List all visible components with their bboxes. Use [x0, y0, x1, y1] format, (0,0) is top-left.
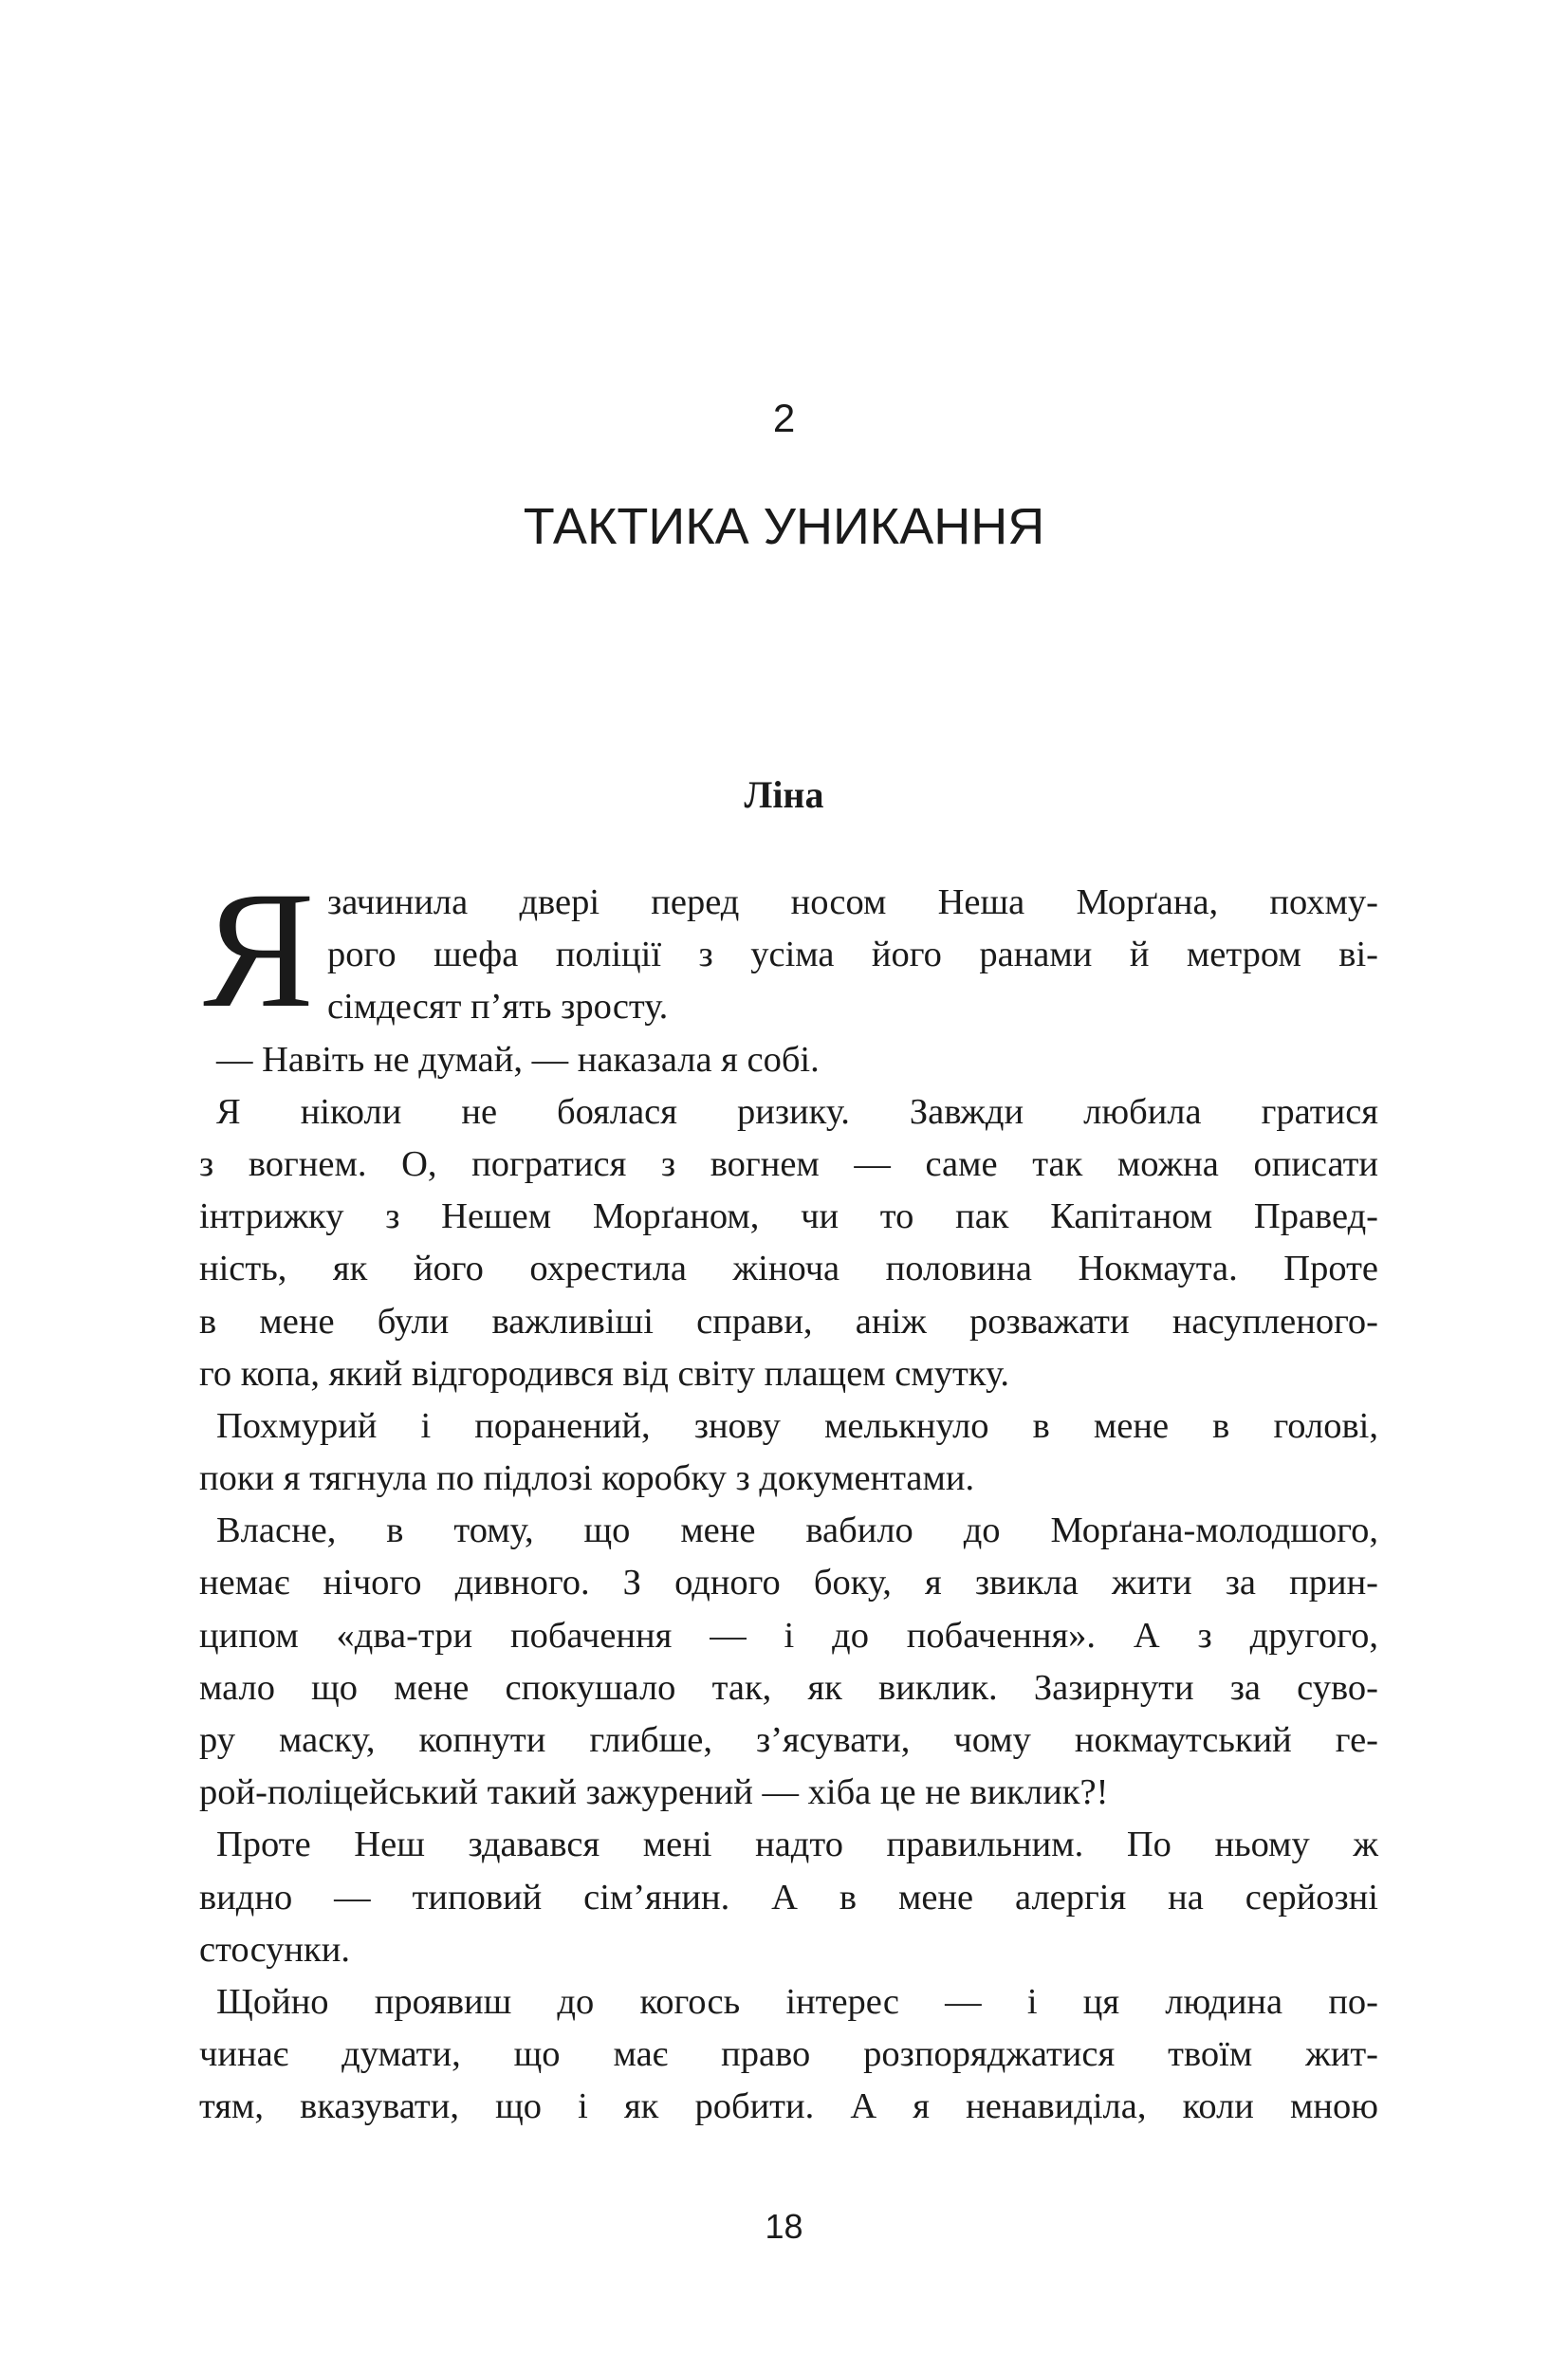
text-line: го копа, який відгородився від світу плащем смутку. [199, 1353, 1009, 1394]
text-line: рого шефа поліції з усіма його ранами й метром ві- [327, 935, 1378, 975]
text-line: чинає думати, що має право розпоряджатися твоїм жит- [199, 2034, 1378, 2075]
text-line: в мене були важливіші справи, аніж розважати насупленого- [199, 1301, 1378, 1342]
text-line: ру маску, копнути глибше, з’ясувати, чому нокмаутський ге- [199, 1720, 1378, 1760]
text-line: ципом «два-три побачення — і до побачення». А з другого, [199, 1615, 1378, 1656]
text-line: тям, вказувати, що і як робити. А я ненавиділа, коли мною [199, 2086, 1378, 2127]
text-line: ність, як його охрестила жіноча половина Нокмаута. Проте [199, 1249, 1378, 1289]
section-title: Ліна [744, 773, 824, 816]
text-line: немає нічого дивного. З одного боку, я звикла жити за прин- [199, 1563, 1378, 1603]
text-line: Власне, в тому, що мене вабило до Морґана-молодшого, [216, 1510, 1378, 1551]
text-line: Проте Неш здавався мені надто правильним. По ньому ж [216, 1825, 1378, 1865]
text-line: рой-поліцейський такий зажурений — хіба це не виклик?! [199, 1772, 1109, 1813]
chapter-title: ТАКТИКА УНИКАННЯ [523, 498, 1045, 555]
drop-cap-paragraph [199, 877, 1378, 1034]
chapter-number: 2 [772, 396, 796, 440]
drop-cap: Я [203, 858, 315, 1043]
text-line: з вогнем. О, погратися з вогнем — саме так можна описати [199, 1143, 1378, 1184]
page-number: 18 [765, 2207, 803, 2246]
text-line: мало що мене спокушало так, як виклик. Зазирнути за суво- [199, 1667, 1378, 1708]
text-line: сімдесят п’ять зросту. [327, 987, 669, 1028]
text-line: зачинила двері перед носом Неша Морґана, похму- [327, 882, 1378, 922]
text-line: видно — типовий сім’янин. А в мене алергія на серйозні [199, 1877, 1378, 1918]
body-text [199, 858, 1378, 2134]
text-line: Я ніколи не боялася ризику. Завжди любила гратися [216, 1091, 1378, 1132]
text-line: поки я тягнула по підлозі коробку з документами. [199, 1458, 975, 1499]
text-line: інтрижку з Нешем Морґаном, чи то пак Капітаном Правед- [199, 1196, 1378, 1237]
text-line: Щойно проявиш до когось інтерес — і ця людина по- [216, 1981, 1378, 2022]
text-line: — Навіть не думай, — наказала я собі. [216, 1039, 820, 1080]
text-line: Похмурий і поранений, знову мелькнуло в мене в голові, [216, 1405, 1378, 1446]
text-line: стосунки. [199, 1929, 350, 1970]
